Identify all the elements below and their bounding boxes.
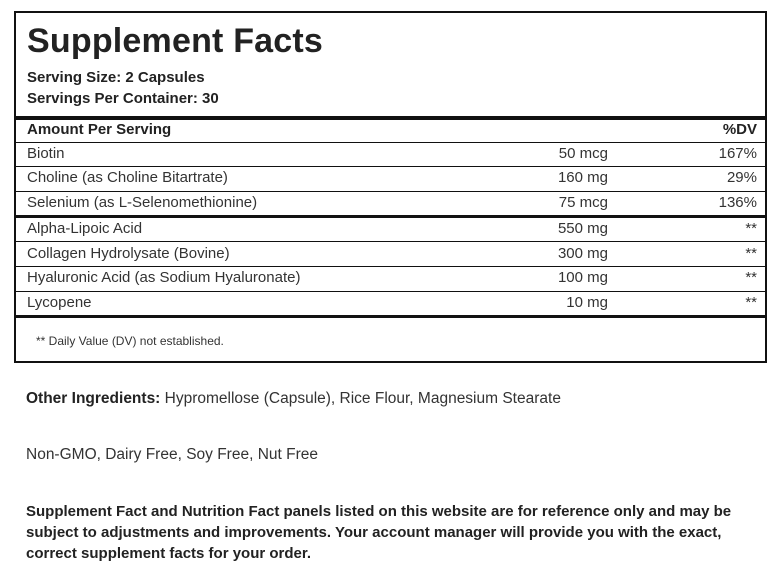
nutrient-name: Hyaluronic Acid (as Sodium Hyaluronate) <box>27 269 301 286</box>
serving-size: Serving Size: 2 Capsules <box>27 69 205 86</box>
supplement-facts-panel <box>14 11 767 363</box>
nutrient-dv: ** <box>745 294 757 311</box>
nutrient-amount: 100 mg <box>557 269 608 286</box>
nutrient-row-biotin <box>16 142 765 166</box>
nutrient-row-selenium <box>16 191 765 215</box>
other-ingredients-text: Hypromellose (Capsule), Rice Flour, Magnesium Stearate <box>160 390 561 407</box>
nutrient-row-alpha-lipoic-acid <box>16 217 765 241</box>
dv-footnote: ** Daily Value (DV) not established. <box>36 334 224 348</box>
nutrient-row-lycopene <box>16 291 765 315</box>
nutrient-row-choline <box>16 166 765 190</box>
nutrient-row-collagen <box>16 242 765 266</box>
nutrient-amount: 160 mg <box>557 169 608 186</box>
header-divider <box>16 116 765 120</box>
nutrient-amount: 550 mg <box>557 220 608 237</box>
nutrient-dv: ** <box>745 269 757 286</box>
footer-divider <box>16 315 765 318</box>
other-ingredients-label: Other Ingredients: <box>26 390 161 407</box>
nutrient-dv: ** <box>745 245 757 262</box>
nutrient-amount: 50 mcg <box>558 145 608 162</box>
nutrient-amount: 300 mg <box>557 245 608 262</box>
disclaimer-text: Supplement Fact and Nutrition Fact panels listed on this website are for reference only and may be subject to adjustments and improvements. Your account manager will provide you with the exact, correct supplement facts for your order. <box>26 503 732 562</box>
nutrient-amount: 75 mcg <box>558 194 608 211</box>
nutrient-dv: 29% <box>726 169 757 186</box>
amount-per-serving-header: Amount Per Serving <box>27 121 172 138</box>
nutrient-name: Alpha-Lipoic Acid <box>27 220 143 237</box>
nutrient-dv: ** <box>745 220 757 237</box>
dv-header: %DV <box>722 121 757 138</box>
nutrient-name: Lycopene <box>27 294 92 311</box>
other-ingredients <box>26 390 561 408</box>
nutrient-dv: 167% <box>718 145 757 162</box>
nutrient-name: Collagen Hydrolysate (Bovine) <box>27 245 230 262</box>
nutrient-amount: 10 mg <box>566 294 608 311</box>
servings-per-container: Servings Per Container: 30 <box>27 90 219 107</box>
nutrient-row-hyaluronic-acid <box>16 266 765 290</box>
product-claims: Non-GMO, Dairy Free, Soy Free, Nut Free <box>26 446 318 463</box>
nutrient-name: Choline (as Choline Bitartrate) <box>27 169 228 186</box>
nutrient-name: Biotin <box>27 145 65 162</box>
nutrient-name: Selenium (as L-Selenomethionine) <box>27 194 258 211</box>
nutrient-dv: 136% <box>718 194 757 211</box>
panel-title: Supplement Facts <box>27 22 324 60</box>
